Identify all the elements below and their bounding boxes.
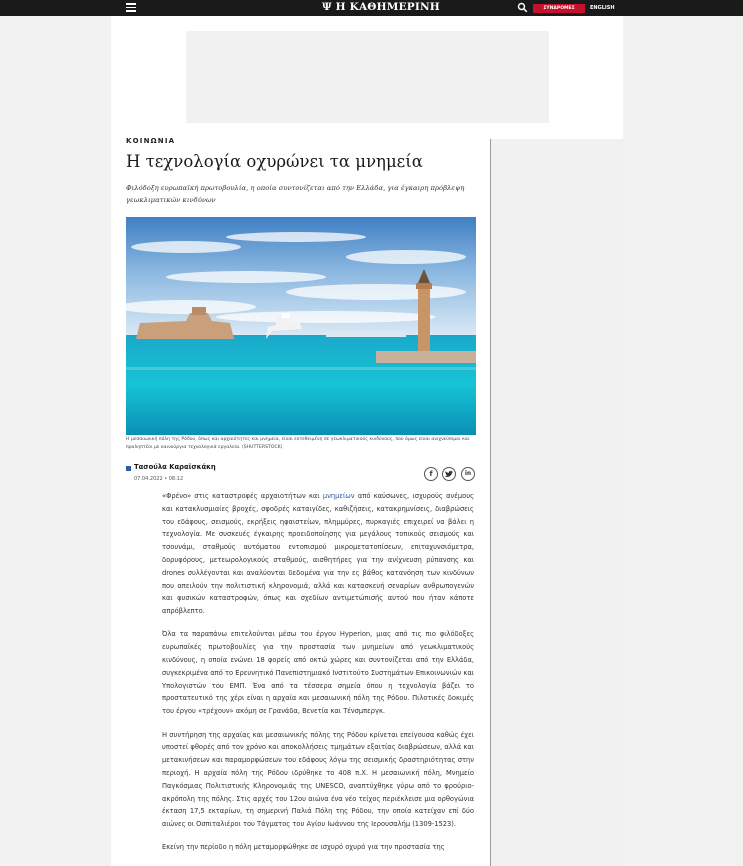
photo-caption: Η μεσαιωνική πόλη της Ρόδου, όπως και αρχαιότητες και μνημεία, είναι εκτεθειμένη σε γεωκλιματικούς κινδύνους, που όμως είναι ανιχνεύσιμοι και προληπτέοι με καινούργια τεχνολογικά εργαλεία. (SHUTTERSTOCK) — [126, 437, 470, 450]
right-sidebar — [490, 139, 624, 866]
paragraph-1: «Φρένο» στις καταστροφές αρχαιοτήτων και μνημείων από καύσωνες, ισχυρούς ανέμους και κατακλυσμιαίες βροχές, σφοδρές καταιγίδες, καθιζήσεις, κατακρημνίσεις, διαβρώσεις του εδάφους, σεισμούς, εκρήξεις ηφαιστείων, πλημμύρες, πυρκαγιές επιχειρεί να βάλει η τεχνολογία. Με συσκευές έγκαιρης προειδοποίησης για μεγάλους τοπικούς σεισμούς και τσουνάμι, σταθμούς αυτόματου εντοπισμού μικρομετατοπίσεων, επιταχυνσιόμετρα, δορυφόρους, μετεωρολογικούς σταθμούς, αισθητήρες για την ανίχνευση ρύπανσης και drones συλλέγονται και αναλύονται δεδομένα για την ες βάθος κατανόηση των κινδύνων που απειλούν την πολιτιστική κληρονομιά, αλλά και κατασκευή σεναρίων ανθρωπογενών και φυσικών καταστροφών, όπως και σχεδίων αντιμετώπισής αυτού που ήταν κάποτε απρόβλεπτο. — [162, 492, 474, 616]
monuments-link[interactable]: μνημείων — [322, 492, 355, 500]
advertisement-banner[interactable] — [186, 31, 549, 123]
english-link[interactable]: ENGLISH — [590, 5, 615, 11]
author-marker — [126, 466, 131, 471]
top-navigation-bar — [0, 0, 743, 16]
author-name[interactable]: Τασούλα Καραϊσκάκη — [134, 463, 216, 471]
article-title: Η τεχνολογία οχυρώνει τα μνημεία — [126, 152, 423, 171]
article-photo — [126, 217, 476, 435]
article-body — [162, 490, 474, 865]
category-label[interactable]: ΚΟΙΝΩΝΙΑ — [126, 137, 176, 145]
subscriptions-button[interactable]: ΣΥΝΔΡΟΜΕΣ — [533, 4, 585, 13]
publish-date: 07.04.2022 • 08:12 — [134, 476, 184, 482]
paragraph-4: Εκείνη την περίοδο η πόλη μεταμορφώθηκε σε ισχυρό οχυρό για την προστασία της — [162, 843, 445, 852]
paragraph-3: Η συντήρηση της αρχαίας και μεσαιωνικής πόλης της Ρόδου κρίνεται επείγουσα καθώς έχει υποστεί φθορές από τον χρόνο και αποκολλήσεις τμημάτων εξαιτίας διαβρώσεων, αλλά και μετακινήσεων και παραμορφώσεων του εδάφους λόγω της σεισμικής δραστηριότητας στην περιοχή. Η αρχαία πόλη της Ρόδου ιδρύθηκε το 408 π.Χ. Η μεσαιωνική πόλη, Μνημείο Παγκόσμιας Πολιτιστικής Κληρονομιάς της UNESCO, αναπτύχθηκε γύρω από το φρούριο-ακρόπολη της πόλης. Στις αρχές του 12ου αιώνα ένα νέο τείχος περιέκλεισε μια ορθογώνια έκταση 17,5 εκταρίων, τη σημερινή Παλιά Πόλη της Ρόδου, την οποία κατείχαν επί δύο αιώνες οι Οσπιταλιέροι του Τάγματος του Αγίου Ιωάννου της Ιερουσαλήμ (1309-1523). — [162, 730, 474, 829]
search-icon[interactable] — [517, 2, 528, 13]
site-logo[interactable]: Ψ Η ΚΑΘΗΜΕΡΙΝΗ — [322, 1, 440, 13]
article-subtitle: Φιλόδοξη ευρωπαϊκή πρωτοβουλία, η οποία συντονίζεται από την Ελλάδα, για έγκαιρη πρόβλεψη γεωκλιματικών κινδύνων — [126, 184, 465, 204]
facebook-icon[interactable]: f — [424, 467, 438, 481]
twitter-icon[interactable] — [442, 467, 456, 481]
linkedin-icon[interactable]: in — [461, 467, 475, 481]
hamburger-icon[interactable] — [126, 3, 136, 12]
paragraph-2: Όλα τα παραπάνω επιτελούνται μέσω του έργου Hyperion, μιας από τις πιο φιλόδοξες ευρωπαϊκές πρωτοβουλίες για την προστασία των μνημείων από γεωκλιματικούς κινδύνους, η οποία ενώνει 18 φορείς από οκτώ χώρες και συντονίζεται από την Ελλάδα, συγκεκριμένα από το Ερευνητικό Πανεπιστημιακό Ινστιτούτο Συστημάτων Επικοινωνιών και Υπολογιστών του ΕΜΠ. Ένα από τα τέσσερα σημεία όπου η τεχνολογία βάζει το προστατευτικό της χέρι είναι η αρχαία και μεσαιωνική πόλη της Ρόδου. Πιλοτικές δοκιμές του έργου «τρέχουν» ακόμη σε Γρανάδα, Βενετία και Τένσμπεργκ. — [162, 630, 474, 716]
